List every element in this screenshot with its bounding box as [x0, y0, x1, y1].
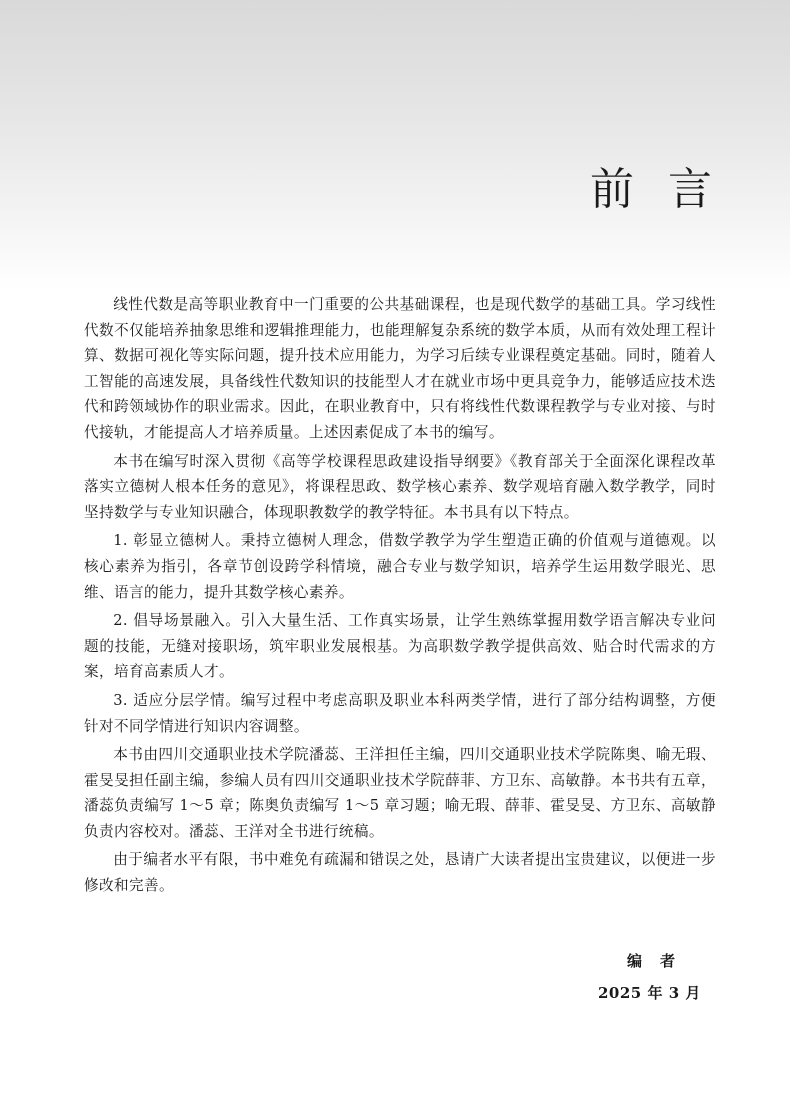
paragraph-guidelines: 本书在编写时深入贯彻《高等学校课程思政建设指导纲要》《教育部关于全面深化课程改革落实立德树人根本任务的意见》，将课程思政、数学核心素养、数学观培育融入数学教学，同时坚持数学与专业知识融合，体现职教数学的教学特征。本书具有以下特点。 — [84, 452, 716, 521]
preface-body — [84, 292, 716, 902]
header-gradient-band — [0, 0, 790, 290]
paragraph-feature-2: 2. 倡导场景融入。引入大量生活、工作真实场景，让学生熟练掌握用数学语言解决专业问题的技能，无缝对接职场，筑牢职业发展根基。为高职数学教学提供高效、贴合时代需求的方案，培育高素质人才。 — [84, 612, 716, 681]
signature-date: 2025 年 3 月 — [598, 984, 701, 1002]
paragraph-feature-3: 3. 适应分层学情。编写过程中考虑高职及职业本科两类学情，进行了部分结构调整，方便针对不同学情进行知识内容调整。 — [84, 691, 716, 735]
page-title: 前言 — [590, 164, 746, 215]
paragraph-authors: 本书由四川交通职业技术学院潘蕊、王洋担任主编，四川交通职业技术学院陈奥、喻无瑕、霍旻旻担任副主编，参编人员有四川交通职业技术学院薛菲、方卫东、高敏静。本书共有五章，潘蕊负责编写 1～5 章；陈奥负责编写 1～5 章习题；喻无瑕、薛菲、霍旻旻、方卫东、高敏静负责内容校对。潘蕊、王洋对全书进行统稿。 — [84, 746, 716, 840]
paragraph-closing: 由于编者水平有限，书中难免有疏漏和错误之处，恳请广大读者提出宝贵建议，以便进一步修改和完善。 — [84, 851, 716, 895]
paragraph-feature-1: 1. 彰显立德树人。秉持立德树人理念，借数学教学为学生塑造正确的价值观与道德观。以核心素养为指引，各章节创设跨学科情境，融合专业与数学知识，培养学生运用数学眼光、思维、语言的能力，提升其数学核心素养。 — [84, 532, 716, 601]
signature-author: 编者 — [627, 952, 694, 970]
paragraph-intro: 线性代数是高等职业教育中一门重要的公共基础课程，也是现代数学的基础工具。学习线性代数不仅能培养抽象思维和逻辑推理能力，也能理解复杂系统的数学本质，从而有效处理工程计算、数据可视化等实际问题，提升技术应用能力，为学习后续专业课程奠定基础。同时，随着人工智能的高速发展，具备线性代数知识的技能型人才在就业市场中更具竞争力，能够适应技术迭代和跨领域协作的职业需求。因此，在职业教育中，只有将线性代数课程教学与专业对接、与时代接轨，才能提高人才培养质量。上述因素促成了本书的编写。 — [84, 296, 716, 441]
